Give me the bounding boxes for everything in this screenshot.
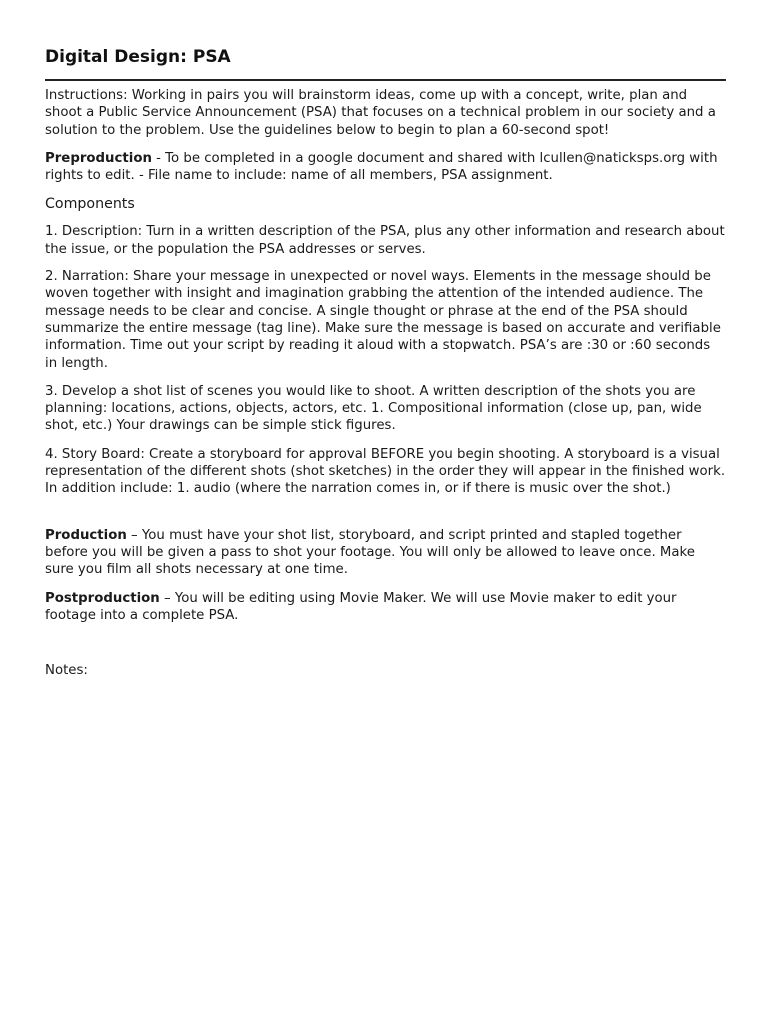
postproduction-heading: Postproduction bbox=[45, 590, 160, 606]
postproduction-text: – You will be editing using Movie Maker. We will use Movie maker to edit your footage into a complete PSA. bbox=[45, 590, 677, 623]
production-paragraph bbox=[45, 527, 726, 579]
components-heading: Components bbox=[45, 196, 135, 213]
story-board-addition: In addition include: 1. audio (where the narration comes in, or if there is music over the shot.) bbox=[45, 481, 671, 497]
production-heading: Production bbox=[45, 527, 127, 543]
preproduction-heading: Preproduction bbox=[45, 150, 152, 166]
narration-item: 2. Narration: Share your message in unexpected or novel ways. Elements in the message should be woven together with insight and imagination grabbing the attention of the intended audience. The message needs to be clear and concise. A single thought or phrase at the end of the PSA should summarize the entire message (tag line). Make sure the message is based on accurate and verifiable information. Time out your script by reading it aloud with a stopwatch. PSA’s are :30 or :60 seconds in length. bbox=[45, 269, 721, 371]
notes-label: Notes: bbox=[45, 663, 88, 679]
story-board-item: 4. Story Board: Create a storyboard for approval BEFORE you begin shooting. A storyboard is a visual representation of the different shots (shot sketches) in the order they will appear in the finished work. bbox=[45, 446, 726, 480]
preproduction-paragraph bbox=[45, 150, 726, 185]
description-item: 1. Description: Turn in a written description of the PSA, plus any other information and research about the issue, or the population the PSA addresses or serves. bbox=[45, 224, 725, 257]
instructions-paragraph: Instructions: Working in pairs you will brainstorm ideas, come up with a concept, write, plan and shoot a Public Service Announcement (PSA) that focuses on a technical problem in our society and a solution to the problem. Use the guidelines below to begin to plan a 60-second spot! bbox=[45, 88, 716, 138]
postproduction-paragraph bbox=[45, 590, 726, 625]
title-divider bbox=[45, 79, 726, 81]
shot-list-item: 3. Develop a shot list of scenes you would like to shoot. A written description of the shots you are planning: locations, actions, objects, actors, etc. 1. Compositional information (close up, pan, wide shot, etc.) Your drawings can be simple stick figures. bbox=[45, 383, 702, 434]
production-text: – You must have your shot list, storyboard, and script printed and stapled together before you will be given a pass to shot your footage. You will only be allowed to leave once. Make sure you film all shots necessary at one time. bbox=[45, 527, 695, 578]
document-title: Digital Design: PSA bbox=[45, 47, 231, 67]
preproduction-text: - To be completed in a google document and shared with lcullen@naticksps.org with rights to edit. - File name to include: name of all members, PSA assignment. bbox=[45, 150, 718, 184]
